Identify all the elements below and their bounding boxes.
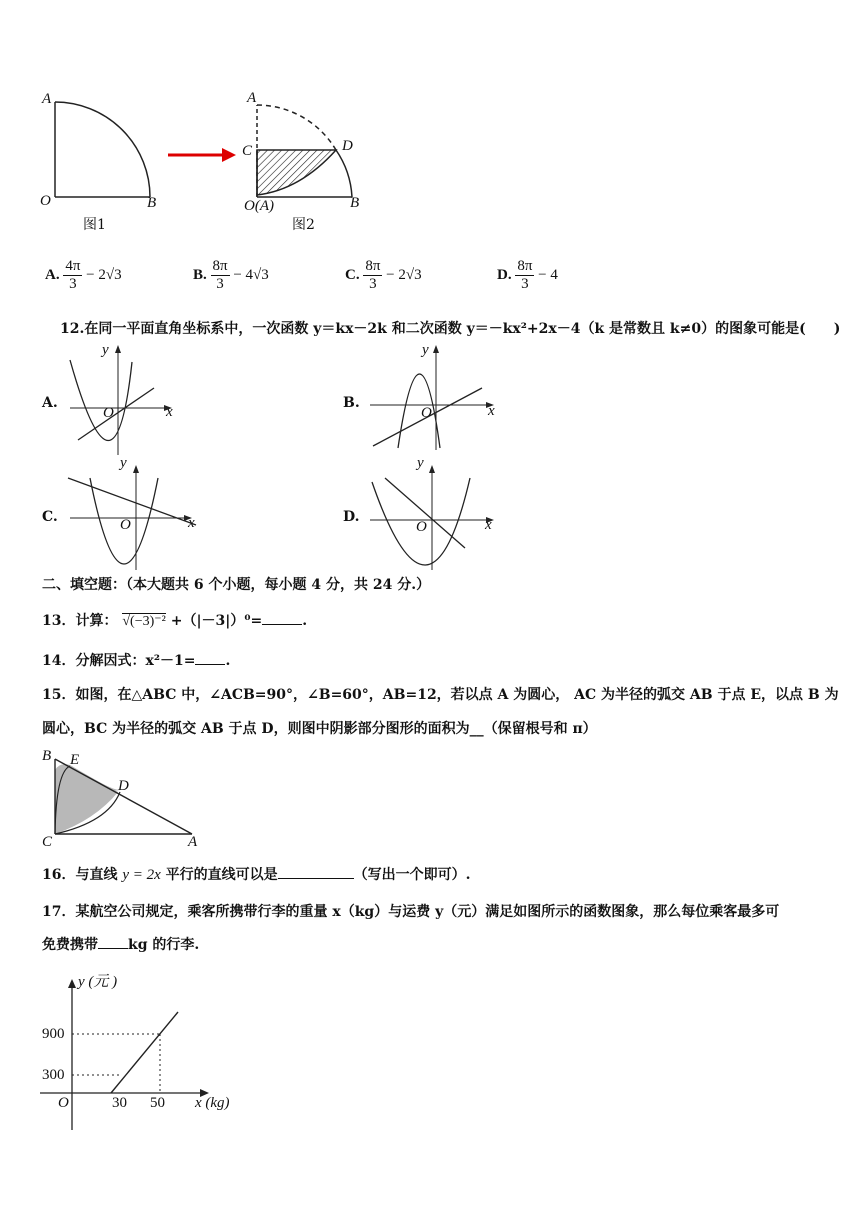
graph-b-origin: O (421, 405, 432, 421)
q15-label-B: B (42, 748, 52, 764)
option-letter: B. (193, 266, 207, 283)
fig1-caption: 图1 (83, 217, 106, 233)
fig2-label-C: C (242, 143, 253, 159)
q15-label-E: E (70, 752, 80, 768)
q13-prefix: 13．计算： (42, 613, 118, 629)
option-tail: − 4√3 (233, 266, 269, 283)
fig1-label-O: O (40, 193, 51, 209)
graph-c-y-label: y (120, 455, 127, 471)
q17-suffix: kg 的行李. (128, 937, 200, 953)
q15-label-D: D (118, 778, 129, 794)
graph-d-x-label: x (485, 517, 492, 533)
option-tail: − 2√3 (86, 266, 122, 283)
graph-b-x-label: x (488, 403, 495, 419)
q13-end: . (302, 613, 308, 629)
q15-line-1: 15．如图，在△ABC 中，∠ACB=90°，∠B=60°，AB=12，若以点 A 为圆心， AC 为半径的弧交 AB 于点 E，以点 B 为 (42, 687, 839, 703)
q12-option-a[interactable]: A. (42, 395, 58, 411)
option-letter: C. (345, 266, 360, 283)
graph-d-y-label: y (417, 455, 424, 471)
q15-label-C: C (42, 834, 53, 850)
fig2-label-D: D (342, 138, 353, 154)
graph-a-x-label: x (166, 404, 173, 420)
q15-label-A: A (188, 834, 198, 850)
graph-a-y-label: y (102, 342, 109, 358)
q12-option-b[interactable]: B. (343, 395, 360, 411)
fig1-label-A: A (42, 91, 52, 107)
q17-tick-30: 30 (112, 1095, 127, 1111)
denominator: 3 (521, 276, 529, 292)
fig2-label-O: O(A) (244, 198, 274, 214)
denominator: 3 (69, 276, 77, 292)
option-tail: − 4 (538, 266, 558, 283)
fig1-label-B: B (147, 195, 157, 211)
denominator: 3 (216, 276, 224, 292)
q16-equation: y = 2x (122, 867, 161, 883)
fig2-label-A: A (247, 90, 257, 106)
numerator: 8π (365, 258, 381, 274)
numerator: 8π (212, 258, 228, 274)
q17-tick-900: 900 (42, 1026, 65, 1042)
q16-prefix: 16．与直线 (42, 867, 123, 883)
option-letter: D. (497, 266, 512, 283)
fig2-caption: 图2 (292, 217, 315, 233)
graph-b-y-label: y (422, 342, 429, 358)
q17-tick-50: 50 (150, 1095, 165, 1111)
q12-stem: 12.在同一平面直角坐标系中，一次函数 y＝kx－2k 和二次函数 y＝－kx²+2x－4（k 是常数且 k≠0）的图象可能是( ) (60, 321, 841, 337)
section-2-heading: 二、填空题：（本大题共 6 个小题，每小题 4 分，共 24 分.） (42, 577, 431, 593)
numerator: 4π (65, 258, 81, 274)
graph-c-x-label: x (188, 515, 195, 531)
q13-post: +（|－3|）⁰= (170, 613, 263, 629)
q13-expression: √(−3)⁻² (122, 614, 166, 629)
numerator: 8π (517, 258, 533, 274)
q14-end: . (225, 653, 231, 669)
q15-line-2: 圆心，BC 为半径的弧交 AB 于点 D，则图中阴影部分图形的面积为__（保留根号和 π） (42, 721, 597, 737)
q16-middle: 平行的直线可以是 (160, 867, 278, 883)
q12-option-d[interactable]: D. (343, 509, 360, 525)
q17-x-label: x (kg) (195, 1095, 230, 1111)
q17-y-label: y (元 ) (78, 974, 118, 990)
denominator: 3 (369, 276, 377, 292)
q17-prefix: 免费携带 (42, 937, 98, 953)
q12-option-c[interactable]: C. (42, 509, 58, 525)
q17-tick-300: 300 (42, 1067, 65, 1083)
option-letter: A. (45, 266, 60, 283)
option-tail: − 2√3 (386, 266, 422, 283)
graph-d-origin: O (416, 519, 427, 535)
q17-origin: O (58, 1095, 69, 1111)
fig2-label-B: B (350, 195, 360, 211)
q16-end: （写出一个即可）. (353, 867, 471, 883)
graph-a-origin: O (103, 405, 114, 421)
q17-line-1: 17．某航空公司规定，乘客所携带行李的重量 x（kg）与运费 y（元）满足如图所示的函数图象，那么每位乘客最多可 (42, 904, 780, 920)
q14-prefix: 14．分解因式：x²－1= (42, 653, 196, 669)
graph-c-origin: O (120, 517, 131, 533)
